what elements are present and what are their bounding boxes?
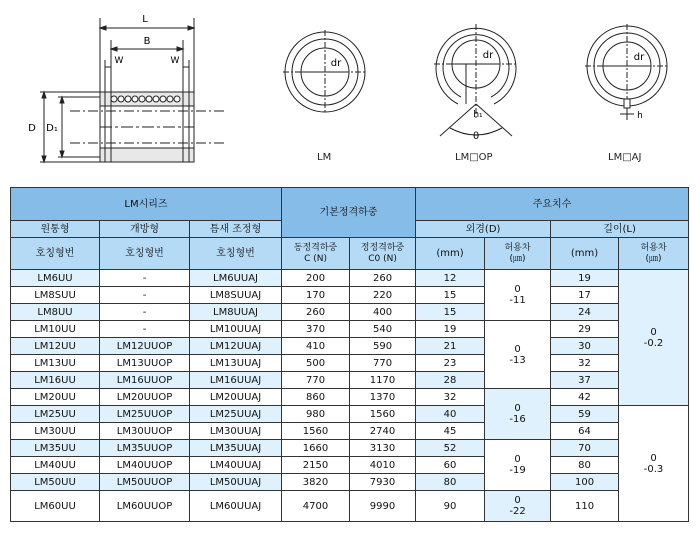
header-open: 개방형	[100, 221, 190, 238]
cell-len: 17	[551, 287, 619, 304]
len-tol-lower: -0.3	[643, 463, 664, 475]
cell-adjust: LM13UUAJ	[190, 355, 282, 372]
cell-dynamic: 500	[282, 355, 350, 372]
cell-round: LM40UU	[11, 457, 100, 474]
table-row	[11, 457, 689, 474]
cell-adjust: LM25UUAJ	[190, 406, 282, 423]
od-tol-upper: 0	[514, 343, 521, 355]
cell-static: 540	[350, 321, 416, 338]
header-part-adjust: 호칭형번	[190, 238, 282, 270]
cell-len: 19	[551, 270, 619, 287]
cell-dynamic: 1560	[282, 423, 350, 440]
cell-adjust: LM6UUAJ	[190, 270, 282, 287]
header-row-1	[11, 188, 689, 221]
cell-dynamic: 980	[282, 406, 350, 423]
cell-adjust: LM16UUAJ	[190, 372, 282, 389]
cell-dynamic: 260	[282, 304, 350, 321]
cell-len-tol	[619, 406, 689, 522]
table-row	[11, 423, 689, 440]
drawing-area	[0, 0, 700, 178]
cell-od-tol	[485, 270, 551, 321]
cell-open: LM40UUOP	[100, 457, 190, 474]
header-adjust: 틈새 조정형	[190, 221, 282, 238]
caption-lmop: LM□OP	[455, 152, 493, 163]
header-len: 길이(L)	[551, 221, 689, 238]
cell-dynamic: 370	[282, 321, 350, 338]
cell-static: 9990	[350, 491, 416, 522]
header-load: 기본정격하중	[282, 188, 416, 238]
cell-adjust: LM20UUAJ	[190, 389, 282, 406]
cell-open: LM30UUOP	[100, 423, 190, 440]
cell-static: 1170	[350, 372, 416, 389]
cell-open: LM50UUOP	[100, 474, 190, 491]
len-tol-upper: 0	[650, 452, 657, 464]
cell-dynamic: 200	[282, 270, 350, 287]
cell-od: 12	[416, 270, 485, 287]
cell-od: 19	[416, 321, 485, 338]
cell-round: LM13UU	[11, 355, 100, 372]
table-row	[11, 372, 689, 389]
cell-open: -	[100, 321, 190, 338]
cell-od-tol	[485, 440, 551, 491]
header-series: LM시리즈	[11, 188, 282, 221]
cell-static: 400	[350, 304, 416, 321]
header-od-tol	[485, 238, 551, 270]
spec-table	[10, 187, 689, 522]
cell-adjust: LM8SUUAJ	[190, 287, 282, 304]
cell-open: LM13UUOP	[100, 355, 190, 372]
len-tol-unit: (㎛)	[645, 253, 662, 264]
h1-label: h₁	[473, 110, 483, 120]
cell-dynamic: 860	[282, 389, 350, 406]
caption-lmaj: LM□AJ	[608, 152, 642, 163]
header-part-open: 호칭형번	[100, 238, 190, 270]
dynamic-load-label: 동정격하중	[293, 242, 338, 253]
cell-od: 21	[416, 338, 485, 355]
header-od-mm: (mm)	[416, 238, 485, 270]
cell-len: 24	[551, 304, 619, 321]
cell-static: 7930	[350, 474, 416, 491]
cell-open: LM35UUOP	[100, 440, 190, 457]
cell-dynamic: 3820	[282, 474, 350, 491]
cell-adjust: LM10UUAJ	[190, 321, 282, 338]
cell-round: LM8SUU	[11, 287, 100, 304]
cell-od: 80	[416, 474, 485, 491]
lm-cross-section	[283, 30, 367, 114]
cell-dynamic: 170	[282, 287, 350, 304]
cell-adjust: LM30UUAJ	[190, 423, 282, 440]
cell-adjust: LM8UUAJ	[190, 304, 282, 321]
cell-static: 3130	[350, 440, 416, 457]
cell-round: LM25UU	[11, 406, 100, 423]
od-tol-label: 허용차	[504, 242, 531, 253]
cell-adjust: LM50UUAJ	[190, 474, 282, 491]
table-row	[11, 338, 689, 355]
cell-adjust: LM60UUAJ	[190, 491, 282, 522]
dim-label-l: L	[142, 14, 148, 25]
cell-dynamic: 770	[282, 372, 350, 389]
cell-static: 1370	[350, 389, 416, 406]
cell-adjust: LM35UUAJ	[190, 440, 282, 457]
len-tol-lower: -0.2	[643, 337, 664, 349]
cell-len: 32	[551, 355, 619, 372]
len-tol-upper: 0	[650, 326, 657, 338]
od-tol-lower: -13	[509, 354, 526, 366]
cell-adjust: LM40UUAJ	[190, 457, 282, 474]
table-row	[11, 304, 689, 321]
lmaj-cross-section	[585, 24, 669, 120]
table-row	[11, 474, 689, 491]
cell-od: 90	[416, 491, 485, 522]
od-tol-upper: 0	[514, 495, 521, 506]
len-tol-label: 허용차	[640, 242, 667, 253]
od-tol-lower: -19	[509, 465, 526, 476]
table-row	[11, 270, 689, 287]
cell-od: 23	[416, 355, 485, 372]
od-tol-lower: -11	[509, 295, 526, 306]
header-static-load	[350, 238, 416, 270]
cell-od: 60	[416, 457, 485, 474]
table-row	[11, 389, 689, 406]
dim-label-d1: D₁	[46, 123, 58, 134]
cell-od: 45	[416, 423, 485, 440]
od-tol-upper: 0	[514, 284, 521, 295]
cell-open: LM16UUOP	[100, 372, 190, 389]
cell-od: 32	[416, 389, 485, 406]
od-tol-unit: (㎛)	[509, 253, 526, 264]
cell-od: 28	[416, 372, 485, 389]
cell-static: 260	[350, 270, 416, 287]
cell-len: 59	[551, 406, 619, 423]
cell-len: 64	[551, 423, 619, 440]
dim-label-d: D	[28, 123, 36, 134]
cell-round: LM16UU	[11, 372, 100, 389]
header-row-3	[11, 238, 689, 270]
cell-dynamic: 2150	[282, 457, 350, 474]
cell-od-tol	[485, 491, 551, 522]
side-view-drawing	[40, 18, 224, 162]
header-round: 원통형	[11, 221, 100, 238]
bearing-drawings	[0, 0, 700, 178]
cell-od-tol	[485, 321, 551, 389]
cell-od-tol	[485, 389, 551, 440]
cell-round: LM8UU	[11, 304, 100, 321]
cell-open: -	[100, 287, 190, 304]
header-dynamic-load	[282, 238, 350, 270]
dim-label-w-left: W	[114, 56, 124, 66]
cell-open: -	[100, 270, 190, 287]
cell-round: LM10UU	[11, 321, 100, 338]
cell-round: LM20UU	[11, 389, 100, 406]
cell-adjust: LM12UUAJ	[190, 338, 282, 355]
cell-len: 80	[551, 457, 619, 474]
cell-od: 15	[416, 304, 485, 321]
cell-len: 29	[551, 321, 619, 338]
od-tol-lower: -16	[509, 414, 526, 425]
cell-open: LM12UUOP	[100, 338, 190, 355]
cell-len: 37	[551, 372, 619, 389]
cell-static: 4010	[350, 457, 416, 474]
dr-label-lmop: dr	[482, 50, 494, 61]
static-load-label: 정정격하중	[360, 242, 405, 253]
od-tol-upper: 0	[514, 454, 521, 465]
cell-static: 2740	[350, 423, 416, 440]
cell-static: 220	[350, 287, 416, 304]
od-tol-lower: -22	[509, 506, 526, 517]
theta-label: θ	[472, 131, 480, 142]
dynamic-load-unit: C (N)	[304, 253, 327, 264]
cell-dynamic: 1660	[282, 440, 350, 457]
dim-label-b: B	[143, 36, 151, 47]
table-row	[11, 287, 689, 304]
cell-len: 42	[551, 389, 619, 406]
cell-od: 40	[416, 406, 485, 423]
h-label: h	[637, 111, 643, 121]
header-od: 외경(D)	[416, 221, 551, 238]
cell-round: LM6UU	[11, 270, 100, 287]
cell-len: 70	[551, 440, 619, 457]
cell-round: LM12UU	[11, 338, 100, 355]
table-row	[11, 355, 689, 372]
cell-dynamic: 4700	[282, 491, 350, 522]
header-dims: 주요치수	[416, 188, 689, 221]
table-row	[11, 406, 689, 423]
table-row	[11, 440, 689, 457]
cell-open: LM20UUOP	[100, 389, 190, 406]
cell-dynamic: 410	[282, 338, 350, 355]
caption-lm: LM	[317, 152, 332, 163]
dim-label-w-right: W	[170, 56, 180, 66]
static-load-unit: C0 (N)	[368, 253, 397, 264]
cell-open: LM25UUOP	[100, 406, 190, 423]
table-row	[11, 491, 689, 522]
cell-open: -	[100, 304, 190, 321]
cell-round: LM60UU	[11, 491, 100, 522]
cell-static: 590	[350, 338, 416, 355]
header-part-round: 호칭형번	[11, 238, 100, 270]
cell-len-tol	[619, 270, 689, 406]
cell-open: LM60UUOP	[100, 491, 190, 522]
cell-len: 100	[551, 474, 619, 491]
cell-static: 1560	[350, 406, 416, 423]
dr-label-lm: dr	[330, 58, 342, 69]
od-tol-upper: 0	[514, 403, 521, 414]
cell-round: LM35UU	[11, 440, 100, 457]
cell-od: 52	[416, 440, 485, 457]
cell-round: LM30UU	[11, 423, 100, 440]
cell-len: 30	[551, 338, 619, 355]
cell-od: 15	[416, 287, 485, 304]
header-len-tol	[619, 238, 689, 270]
cell-static: 770	[350, 355, 416, 372]
header-len-mm: (mm)	[551, 238, 619, 270]
cell-round: LM50UU	[11, 474, 100, 491]
dr-label-lmaj: dr	[633, 52, 645, 63]
cell-len: 110	[551, 491, 619, 522]
table-row	[11, 321, 689, 338]
